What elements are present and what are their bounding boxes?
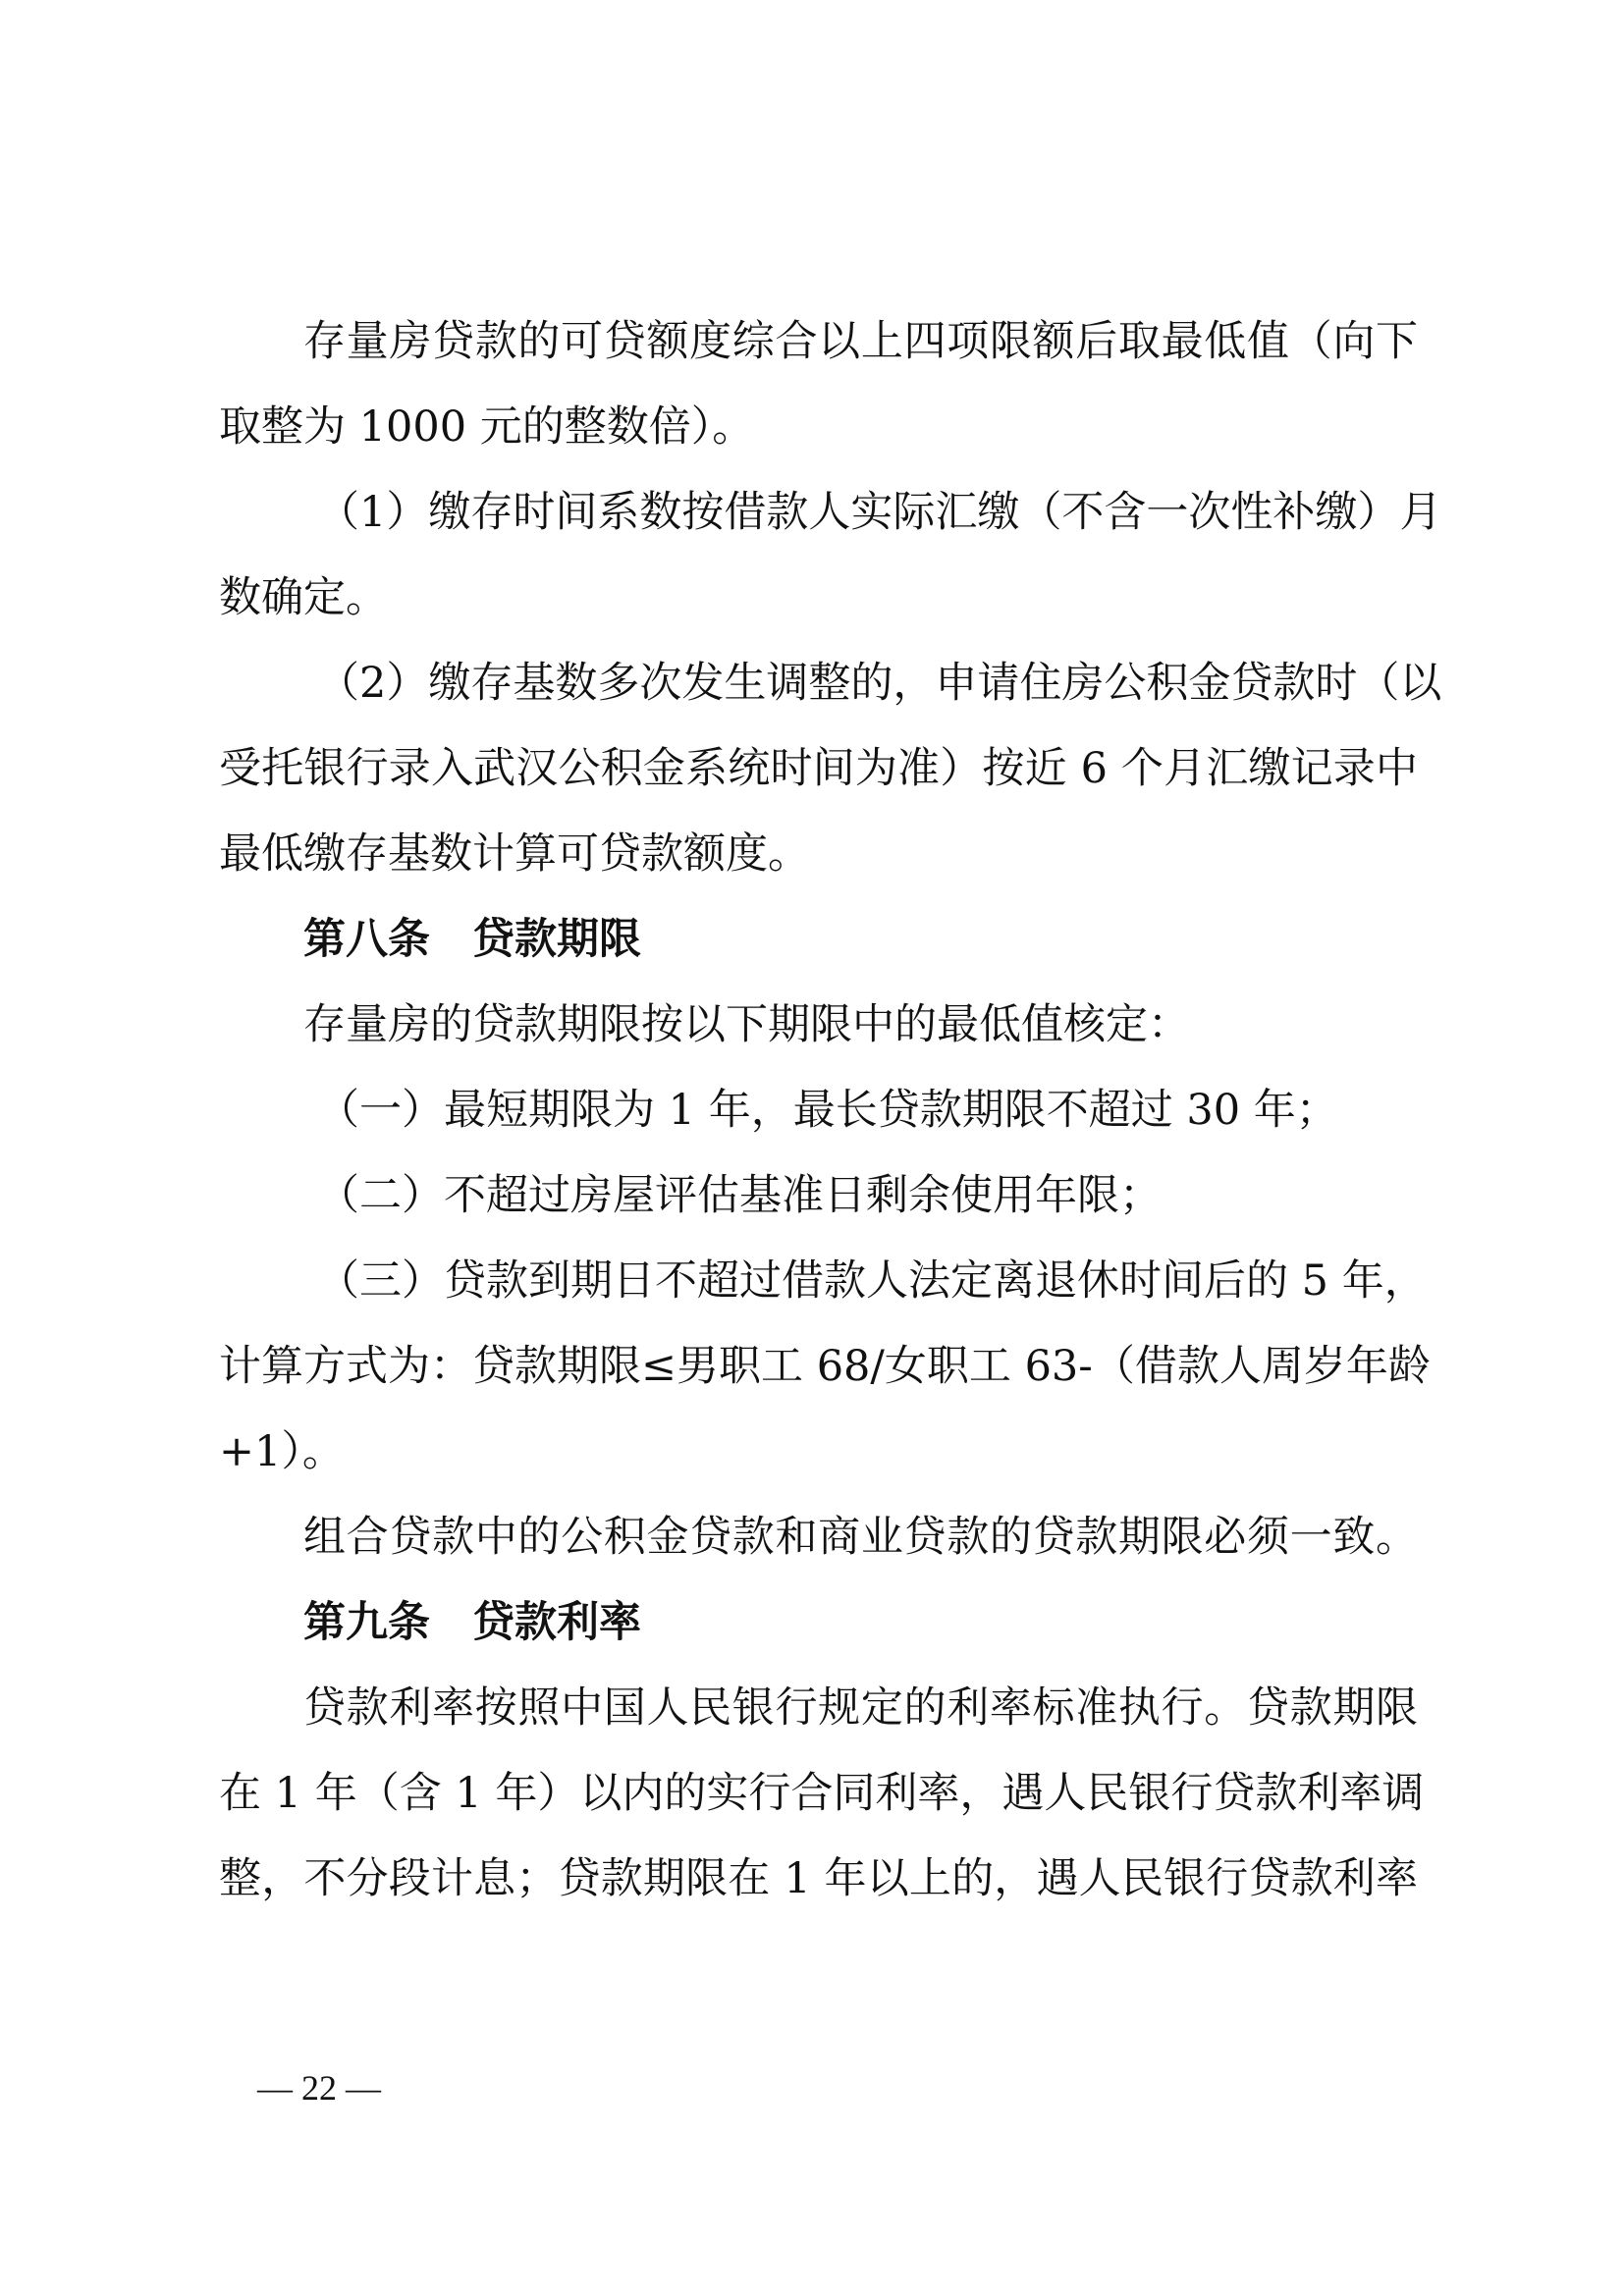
paragraph-line: 在 1 年（含 1 年）以内的实行合同利率，遇人民银行贷款利率调: [219, 1769, 1425, 1818]
paragraph-line: （1）缴存时间系数按借款人实际汇缴（不含一次性补缴）月: [317, 488, 1442, 537]
paragraph-line: 存量房的贷款期限按以下期限中的最低值核定：: [303, 1000, 1190, 1049]
paragraph-line: 组合贷款中的公积金贷款和商业贷款的贷款期限必须一致。: [303, 1513, 1418, 1562]
paragraph-line: 受托银行录入武汉公积金系统时间为准）按近 6 个月汇缴记录中: [219, 744, 1418, 793]
paragraph-line: （2）缴存基数多次发生调整的，申请住房公积金贷款时（以: [317, 659, 1442, 708]
list-item: （二）不超过房屋评估基准日剩余使用年限；: [317, 1171, 1162, 1220]
page-number: — 22 —: [257, 2068, 381, 2108]
paragraph-line: 计算方式为：贷款期限≤男职工 68/女职工 63-（借款人周岁年龄: [219, 1342, 1431, 1391]
article-heading: 第八条 贷款期限: [303, 915, 641, 964]
paragraph-line: +1）。: [219, 1427, 345, 1476]
paragraph-line: 取整为 1000 元的整数倍）。: [219, 402, 755, 452]
paragraph-line: 最低缴存基数计算可贷款额度。: [219, 829, 810, 879]
paragraph-line: 数确定。: [219, 573, 388, 622]
list-item: （一）最短期限为 1 年，最长贷款期限不超过 30 年；: [317, 1086, 1338, 1135]
paragraph-line: 贷款利率按照中国人民银行规定的利率标准执行。贷款期限: [303, 1683, 1418, 1733]
paragraph-line: 整，不分段计息；贷款期限在 1 年以上的，遇人民银行贷款利率: [219, 1854, 1418, 1903]
article-heading: 第九条 贷款利率: [303, 1598, 641, 1647]
paragraph-line: 存量房贷款的可贷额度综合以上四项限额后取最低值（向下: [303, 317, 1418, 366]
list-item: （三）贷款到期日不超过借款人法定离退休时间后的 5 年，: [317, 1256, 1427, 1306]
